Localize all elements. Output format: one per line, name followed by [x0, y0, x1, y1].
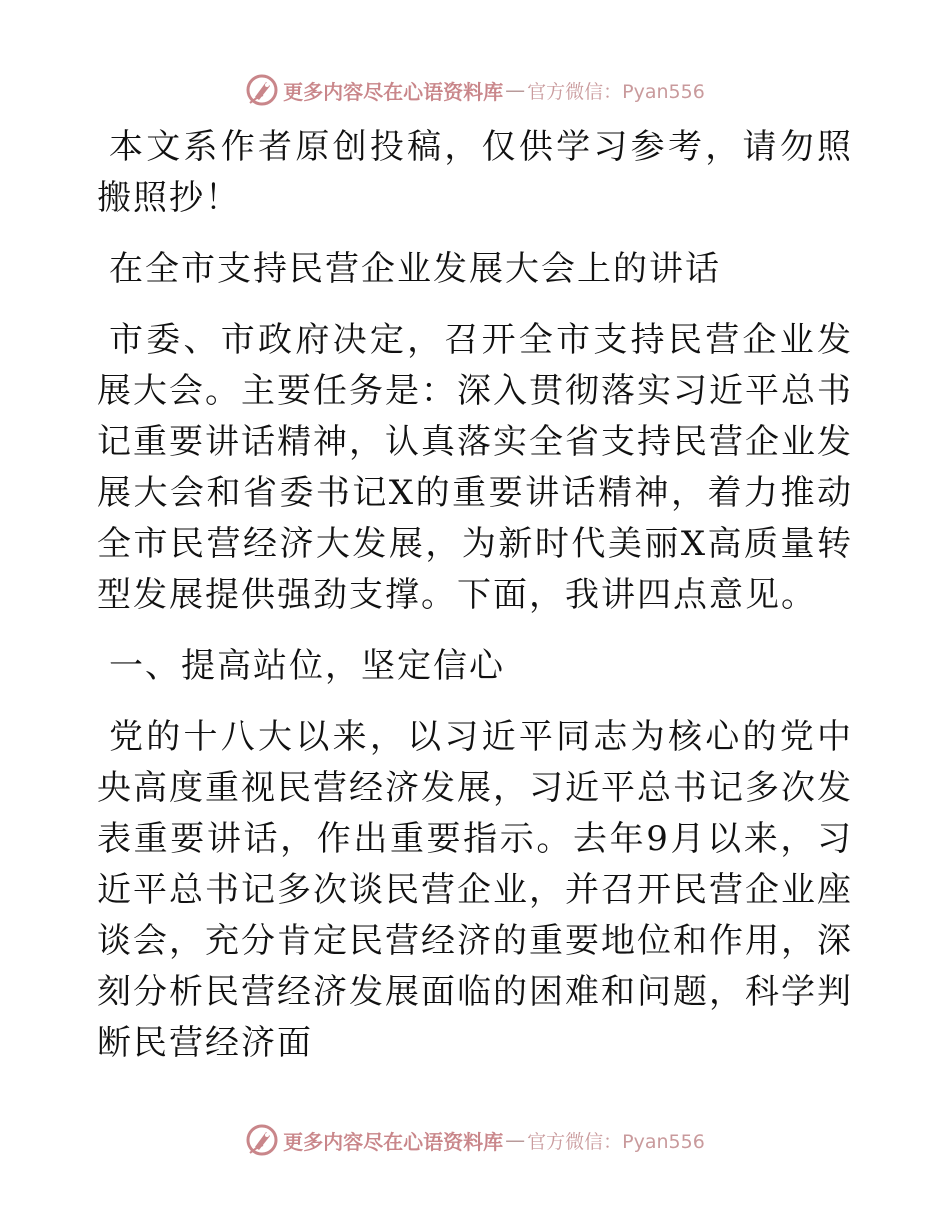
footer-banner	[0, 1120, 950, 1160]
header-banner	[0, 70, 950, 110]
body-paragraph: 市委、市政府决定，召开全市支持民营企业发展大会。主要任务是：深入贯彻落实习近平总书记重要讲话精神，认真落实全省支持民营企业发展大会和省委书记X的重要讲话精神，着力推动全市民营经济大发展，为新时代美丽X高质量转型发展提供强劲支撑。下面，我讲四点意见。	[97, 320, 853, 615]
banner-separator: —	[505, 1128, 526, 1152]
document-body	[97, 122, 853, 1089]
pen-nib-circle-icon	[245, 73, 279, 107]
banner-separator: —	[505, 78, 526, 102]
pen-nib-circle-icon	[245, 1123, 279, 1157]
banner-main-text: 更多内容尽在心语资料库	[283, 1129, 504, 1154]
banner-sub-text: 官方微信：Pyan556	[527, 1130, 705, 1153]
document-title: 在全市支持民营企业发展大会上的讲话	[109, 249, 721, 289]
banner-sub-text: 官方微信：Pyan556	[527, 80, 705, 103]
body-paragraph: 党的十八大以来，以习近平同志为核心的党中央高度重视民营经济发展，习近平总书记多次发表重要讲话，作出重要指示。去年9月以来，习近平总书记多次谈民营企业，并召开民营企业座谈会，充分肯定民营经济的重要地位和作用，深刻分析民营经济发展面临的困难和问题，科学判断民营经济面	[97, 717, 853, 1063]
banner-main-text: 更多内容尽在心语资料库	[283, 79, 504, 104]
disclaimer-paragraph: 本文系作者原创投稿，仅供学习参考，请勿照搬照抄！	[97, 127, 853, 218]
section-heading: 一、提高站位，坚定信心	[109, 646, 505, 686]
